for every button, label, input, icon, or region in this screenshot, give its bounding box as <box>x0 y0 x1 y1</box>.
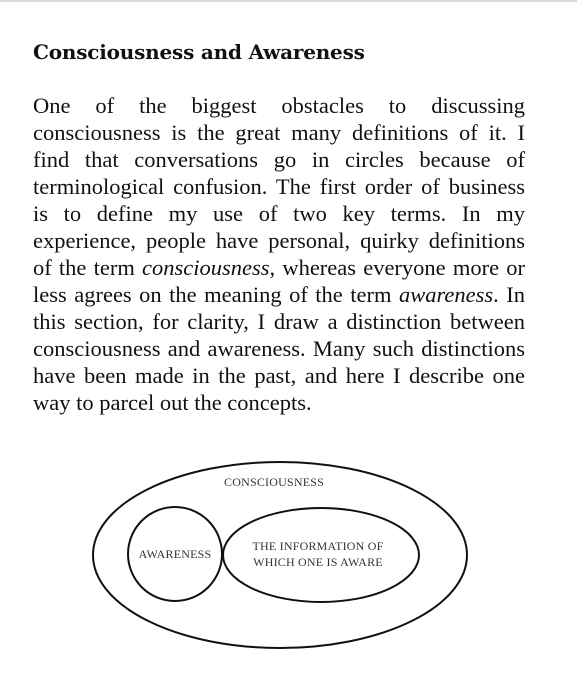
consciousness-label: CONSCIOUSNESS <box>224 475 324 489</box>
paragraph-text-1: One of the biggest obstacles to discussing consciousness is the great many definitions of it. I find that conversations go in circles because of terminological confusion. The first order of business is to define my use of two key terms. In my experience, people have personal, quirky definitions of the term <box>33 93 525 280</box>
body-paragraph <box>33 92 525 416</box>
information-label-line2: WHICH ONE IS AWARE <box>253 555 383 569</box>
information-label-line1: THE INFORMATION OF <box>252 539 384 553</box>
paragraph-text-2: , whereas everyone more or less agrees on the meaning of the term <box>33 255 525 307</box>
term-awareness: awareness <box>398 282 494 307</box>
awareness-label: AWARENESS <box>138 547 212 561</box>
term-consciousness: consciousness <box>142 255 270 280</box>
section-heading: Consciousness and Awareness <box>33 40 365 64</box>
venn-diagram <box>88 458 472 654</box>
paragraph-text-3: . In this section, for clarity, I draw a distinction between consciousness and awareness. Many such distinctions have been made in the past, and here I describe one way to parcel out the concepts. <box>33 282 525 415</box>
document-page <box>33 38 525 416</box>
top-divider <box>0 0 577 2</box>
